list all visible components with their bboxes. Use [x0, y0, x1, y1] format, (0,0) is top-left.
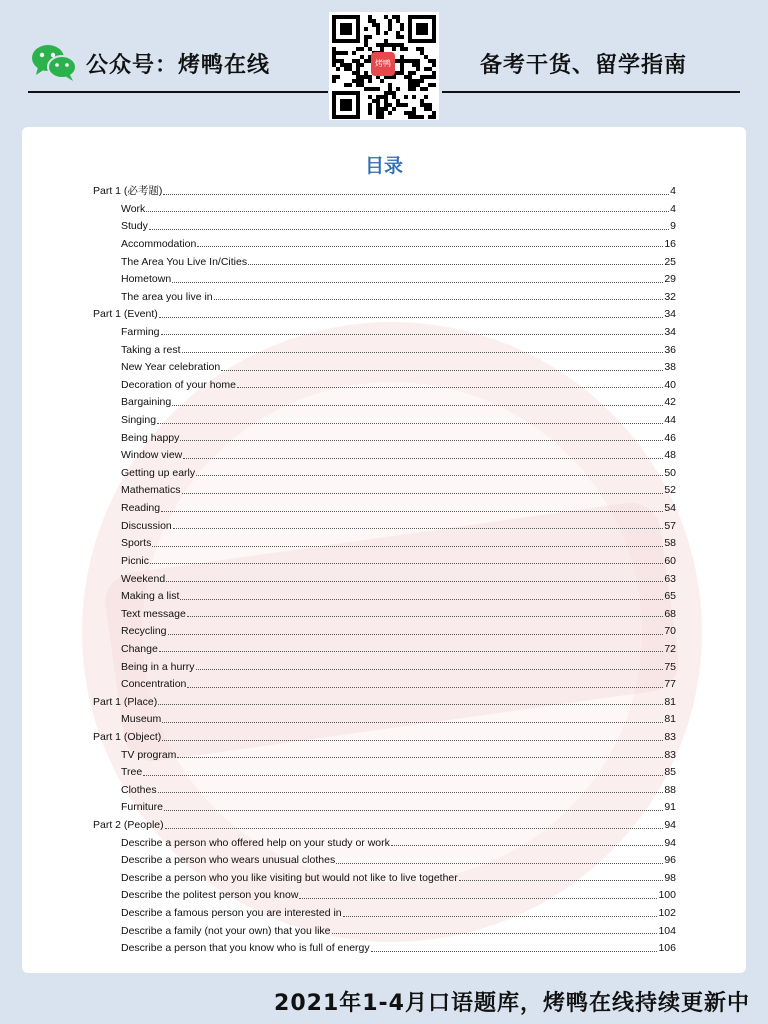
toc-entry-label: Mathematics	[121, 484, 181, 497]
toc-entry-label: Window view	[121, 449, 183, 462]
toc-entry-leader	[162, 722, 663, 723]
toc-entry-label: Part 1 (Object)	[93, 731, 162, 743]
toc-entry-leader	[180, 440, 663, 441]
toc-entry-leader	[299, 898, 657, 899]
toc-entry-leader	[332, 933, 658, 934]
toc-entry-label: Describe the politest person you know	[121, 889, 299, 902]
toc-entry-label: Sports	[121, 537, 152, 550]
toc-entry-label: Part 2 (People)	[93, 819, 164, 832]
toc-entry[interactable]	[93, 813, 676, 831]
toc-entry-leader	[187, 687, 663, 688]
toc-entry-leader	[150, 563, 663, 564]
toc-entry[interactable]	[93, 901, 676, 919]
toc-entry-label: Change	[121, 642, 158, 655]
toc-entry[interactable]	[93, 496, 676, 514]
qr-code[interactable]	[329, 12, 439, 120]
toc-entry-label: Tree	[121, 766, 143, 779]
toc-entry-page: 94	[664, 819, 676, 832]
toc-entry-page: 106	[658, 942, 676, 955]
toc-entry-leader	[162, 740, 663, 741]
toc-entry-page: 85	[664, 766, 676, 779]
toc-entry[interactable]	[93, 355, 676, 373]
toc-entry-page: 81	[664, 695, 676, 708]
toc-entry-page: 40	[664, 378, 676, 391]
toc-entry[interactable]	[93, 690, 676, 708]
toc-entry-leader	[214, 299, 664, 300]
toc-entry-label: Museum	[121, 713, 162, 726]
header-divider-left	[28, 91, 328, 93]
header-banner	[0, 0, 768, 124]
toc-entry-label: Making a list	[121, 590, 180, 603]
toc-entry-label: The Area You Live In/Cities	[121, 255, 248, 268]
toc-entry-label: Bargaining	[121, 396, 172, 409]
toc-entry[interactable]	[93, 637, 676, 655]
toc-entry-page: 34	[664, 308, 676, 321]
toc-entry-leader	[459, 880, 664, 881]
toc-entry[interactable]	[93, 302, 676, 320]
toc-entry-leader	[183, 458, 663, 459]
toc-entry-page: 29	[664, 273, 676, 286]
toc-entry-leader	[157, 423, 663, 424]
toc-entry[interactable]	[93, 549, 676, 567]
toc-entry-leader	[149, 229, 669, 230]
toc-entry-page: 65	[664, 590, 676, 603]
toc-entry[interactable]	[93, 672, 676, 690]
toc-entry[interactable]	[93, 566, 676, 584]
toc-entry-leader	[187, 616, 664, 617]
toc-entry-leader	[158, 792, 664, 793]
toc-entry-page: 38	[664, 361, 676, 374]
toc-entry[interactable]	[93, 426, 676, 444]
toc-entry-leader	[168, 634, 664, 635]
toc-entry[interactable]	[93, 390, 676, 408]
toc-entry-page: 34	[664, 325, 676, 338]
toc-entry-page: 72	[664, 642, 676, 655]
toc-entry-page: 44	[664, 414, 676, 427]
toc-entry-label: Being happy	[121, 431, 180, 444]
toc-entry-leader	[248, 264, 663, 265]
toc-entry[interactable]	[93, 249, 676, 267]
toc-entry-label: Farming	[121, 325, 160, 338]
toc-entry-page: 98	[664, 871, 676, 884]
toc-entry[interactable]	[93, 707, 676, 725]
toc-entry[interactable]	[93, 760, 676, 778]
toc-entry[interactable]	[93, 443, 676, 461]
toc-entry-page: 4	[670, 202, 676, 215]
toc-entry-leader	[158, 704, 663, 705]
toc-entry[interactable]	[93, 795, 676, 813]
toc-entry[interactable]	[93, 919, 676, 937]
toc-entry[interactable]	[93, 197, 676, 215]
toc-entry[interactable]	[93, 866, 676, 884]
toc-entry-label: New Year celebration	[121, 361, 221, 374]
toc-entry-leader	[172, 405, 663, 406]
toc-entry-page: 60	[664, 554, 676, 567]
account-label: 公众号：烤鸭在线	[86, 53, 271, 78]
wechat-icon	[30, 42, 78, 82]
toc-entry-page: 104	[658, 924, 676, 937]
toc-entry[interactable]	[93, 267, 676, 285]
toc-entry-label: Part 1 (必考题)	[93, 185, 163, 198]
toc-entry-label: Reading	[121, 502, 161, 515]
toc-entry-label: Describe a family (not your own) that you like	[121, 924, 331, 937]
toc-entry-label: Part 1 (Event)	[93, 308, 158, 321]
toc-entry[interactable]	[93, 936, 676, 954]
toc-entry-leader	[197, 246, 663, 247]
toc-entry-page: 83	[664, 748, 676, 761]
toc-entry[interactable]	[93, 584, 676, 602]
toc-entry[interactable]	[93, 883, 676, 901]
toc-entry-label: Weekend	[121, 572, 166, 585]
toc-entry-label: Describe a person who you like visiting but would not like to live together	[121, 871, 458, 884]
qr-badge-text: 烤鸭	[375, 59, 391, 68]
toc-entry-label: Being in a hurry	[121, 660, 195, 673]
toc-entry-label: Getting up early	[121, 466, 196, 479]
toc-entry-label: Describe a person that you know who is full of energy	[121, 942, 370, 955]
toc-list	[93, 179, 676, 954]
toc-entry-page: 58	[664, 537, 676, 550]
toc-entry-leader	[159, 651, 664, 652]
toc-entry-leader	[163, 194, 669, 195]
toc-entry[interactable]	[93, 619, 676, 637]
toc-entry-leader	[165, 828, 664, 829]
toc-entry-label: Discussion	[121, 519, 172, 532]
toc-entry-label: Recycling	[121, 625, 167, 638]
toc-entry-page: 48	[664, 449, 676, 462]
toc-entry-label: The area you live in	[121, 290, 213, 303]
toc-entry-page: 94	[664, 836, 676, 849]
toc-entry-label: Furniture	[121, 801, 164, 814]
toc-entry-page: 4	[670, 185, 676, 198]
toc-entry[interactable]	[93, 531, 676, 549]
toc-entry-page: 70	[664, 625, 676, 638]
toc-entry[interactable]	[93, 320, 676, 338]
toc-entry[interactable]	[93, 743, 676, 761]
toc-entry-label: Singing	[121, 414, 157, 427]
toc-entry-leader	[146, 211, 669, 212]
toc-entry-label: Accommodation	[121, 237, 197, 250]
toc-entry-leader	[173, 528, 664, 529]
toc-entry-label: Decoration of your home	[121, 378, 236, 391]
toc-entry-page: 36	[664, 343, 676, 356]
toc-entry-page: 100	[658, 889, 676, 902]
toc-entry-label: Picnic	[121, 554, 150, 567]
toc-entry-page: 81	[664, 713, 676, 726]
footer-text: 2021年1-4月口语题库，烤鸭在线持续更新中	[274, 991, 750, 1016]
toc-entry[interactable]	[93, 214, 676, 232]
toc-entry-leader	[161, 334, 664, 335]
toc-entry[interactable]	[93, 778, 676, 796]
toc-entry-leader	[161, 511, 663, 512]
toc-entry-leader	[166, 581, 663, 582]
toc-entry[interactable]	[93, 602, 676, 620]
toc-entry[interactable]	[93, 831, 676, 849]
toc-entry-leader	[152, 546, 663, 547]
toc-entry-page: 9	[670, 220, 676, 233]
toc-entry-leader	[391, 845, 663, 846]
toc-entry-label: Text message	[121, 607, 186, 620]
toc-entry-page: 32	[664, 290, 676, 303]
toc-page-card	[22, 127, 746, 973]
toc-entry[interactable]	[93, 725, 676, 743]
toc-entry-leader	[182, 493, 664, 494]
toc-entry-leader	[172, 282, 663, 283]
toc-entry-page: 75	[664, 660, 676, 673]
toc-entry-page: 52	[664, 484, 676, 497]
toc-entry-page: 77	[664, 678, 676, 691]
toc-entry-label: Part 1 (Place)	[93, 695, 158, 708]
toc-entry-label: Hometown	[121, 273, 172, 286]
toc-entry-page: 42	[664, 396, 676, 409]
toc-entry-page: 63	[664, 572, 676, 585]
toc-title: 目录	[364, 155, 403, 177]
toc-entry-label: Concentration	[121, 678, 187, 691]
toc-entry[interactable]	[93, 848, 676, 866]
toc-entry-leader	[182, 352, 664, 353]
toc-entry-label: Taking a rest	[121, 343, 181, 356]
toc-entry-leader	[177, 757, 663, 758]
toc-entry-page: 25	[664, 255, 676, 268]
toc-entry-label: Describe a person who wears unusual clothes	[121, 854, 336, 867]
qr-logo-badge	[371, 52, 395, 76]
toc-entry-leader	[180, 599, 663, 600]
toc-entry-page: 102	[658, 907, 676, 920]
toc-entry-page: 68	[664, 607, 676, 620]
toc-entry[interactable]	[93, 373, 676, 391]
toc-entry-leader	[164, 810, 663, 811]
toc-entry[interactable]	[93, 478, 676, 496]
toc-entry-label: Study	[121, 220, 148, 233]
toc-entry-leader	[221, 370, 663, 371]
toc-entry-page: 57	[664, 519, 676, 532]
toc-entry-leader	[343, 916, 658, 917]
toc-entry-page: 96	[664, 854, 676, 867]
toc-entry-leader	[159, 317, 664, 318]
toc-entry-label: Describe a famous person you are interested in	[121, 907, 342, 920]
toc-entry-leader	[336, 863, 663, 864]
toc-entry-leader	[196, 669, 664, 670]
toc-entry[interactable]	[93, 408, 676, 426]
header-divider-right	[442, 91, 740, 93]
toc-entry[interactable]	[93, 654, 676, 672]
toc-entry-label: Describe a person who offered help on your study or work	[121, 836, 390, 849]
toc-entry-page: 83	[664, 731, 676, 743]
toc-entry[interactable]	[93, 179, 676, 197]
slogan-label: 备考干货、留学指南	[480, 53, 688, 78]
toc-entry-page: 54	[664, 502, 676, 515]
toc-entry-page: 91	[664, 801, 676, 814]
toc-entry-leader	[371, 951, 658, 952]
footer-banner	[0, 986, 768, 1017]
toc-entry-page: 50	[664, 466, 676, 479]
toc-entry-leader	[143, 775, 663, 776]
toc-entry-page: 88	[664, 783, 676, 796]
toc-entry[interactable]	[93, 514, 676, 532]
toc-entry-leader	[196, 475, 663, 476]
toc-entry-page: 46	[664, 431, 676, 444]
toc-entry-label: Work	[121, 202, 146, 215]
toc-entry[interactable]	[93, 232, 676, 250]
toc-entry-label: TV program	[121, 748, 177, 761]
toc-entry-label: Clothes	[121, 783, 157, 796]
toc-entry[interactable]	[93, 461, 676, 479]
toc-entry[interactable]	[93, 285, 676, 303]
toc-entry[interactable]	[93, 337, 676, 355]
toc-entry-leader	[237, 387, 663, 388]
toc-entry-page: 16	[664, 237, 676, 250]
